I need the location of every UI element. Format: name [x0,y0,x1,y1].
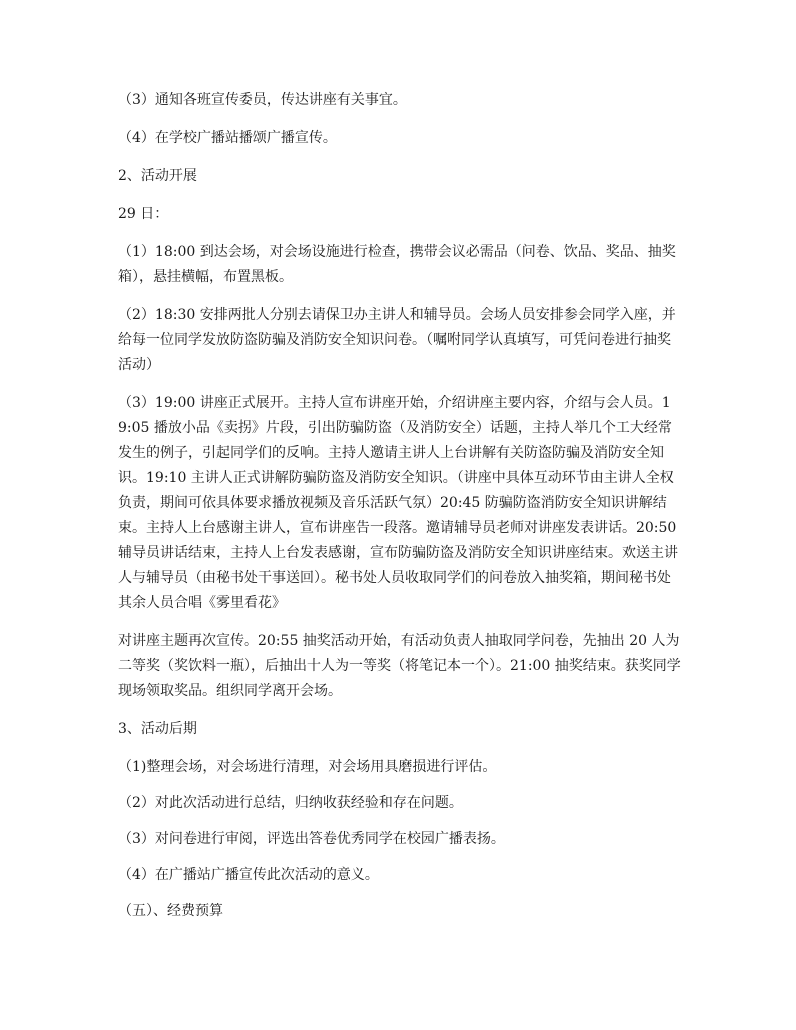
paragraph-lottery: 对讲座主题再次宣传。20:55 抽奖活动开始，有活动负责人抽取同学问卷，先抽出 20 人为二等奖（奖饮料一瓶），后抽出十人为一等奖（将笔记本一个）。21:00 抽奖结束。获奖同学现场领取奖品。组织同学离开会场。 [118,633,681,699]
section-heading-activity: 2、活动开展 [118,168,197,184]
paragraph-post-4: （4）在广播站广播宣传此次活动的意义。 [118,867,379,883]
paragraph-post-3: （3）对问卷进行审阅，评选出答卷优秀同学在校园广播表扬。 [118,831,505,847]
paragraph-post-1: （1)整理会场，对会场进行清理，对会场用具磨损进行评估。 [118,759,497,775]
paragraph-notify-publicity: （3）通知各班宣传委员，传达讲座有关事宜。 [118,92,407,108]
section-heading-budget: （五）、经费预算 [118,903,223,919]
paragraph-step-2: （2）18:30 安排两批人分别去请保卫办主讲人和辅导员。会场人员安排参会同学入座，并给每一位同学发放防盗防骗及消防安全知识问卷。（嘱咐同学认真填写，可凭问卷进行抽奖活动） [118,307,676,373]
date-label: 29 日： [118,206,169,222]
paragraph-broadcast: （4）在学校广播站播颂广播宣传。 [118,130,337,146]
section-heading-post: 3、活动后期 [118,721,197,737]
paragraph-post-2: （2）对此次活动进行总结，归纳收获经验和存在问题。 [118,795,463,811]
document-body [118,88,684,937]
paragraph-step-1: （1）18:00 到达会场，对会场设施进行检查，携带会议必需品（问卷、饮品、奖品、抽奖箱），悬挂横幅，布置黑板。 [118,244,676,285]
paragraph-step-3: （3）19:00 讲座正式展开。主持人宣布讲座开始，介绍讲座主要内容，介绍与会人员。19:05 播放小品《卖拐》片段，引出防骗防盗（及消防安全）话题，主持人举几个工大经常发生的例子，引起同学们的反响。主持人邀请主讲人上台讲解有关防盗防骗及消防安全知识。19:10 主讲人正式讲解防骗防盗及消防安全知识。（讲座中具体互动环节由主讲人全权负责，期间可依具体要求播放视频及音乐活跃气氛）20:45 防骗防盗消防安全知识讲解结束。主持人上台感谢主讲人，宣布讲座告一段落。邀请辅导员老师对讲座发表讲话。20:50 辅导员讲话结束，主持人上台发表感谢，宣布防骗防盗及消防安全知识讲座结束。欢送主讲人与辅导员（由秘书处干事送回）。秘书处人员收取同学们的问卷放入抽奖箱，期间秘书处其余人员合唱《雾里看花》 [118,395,681,611]
